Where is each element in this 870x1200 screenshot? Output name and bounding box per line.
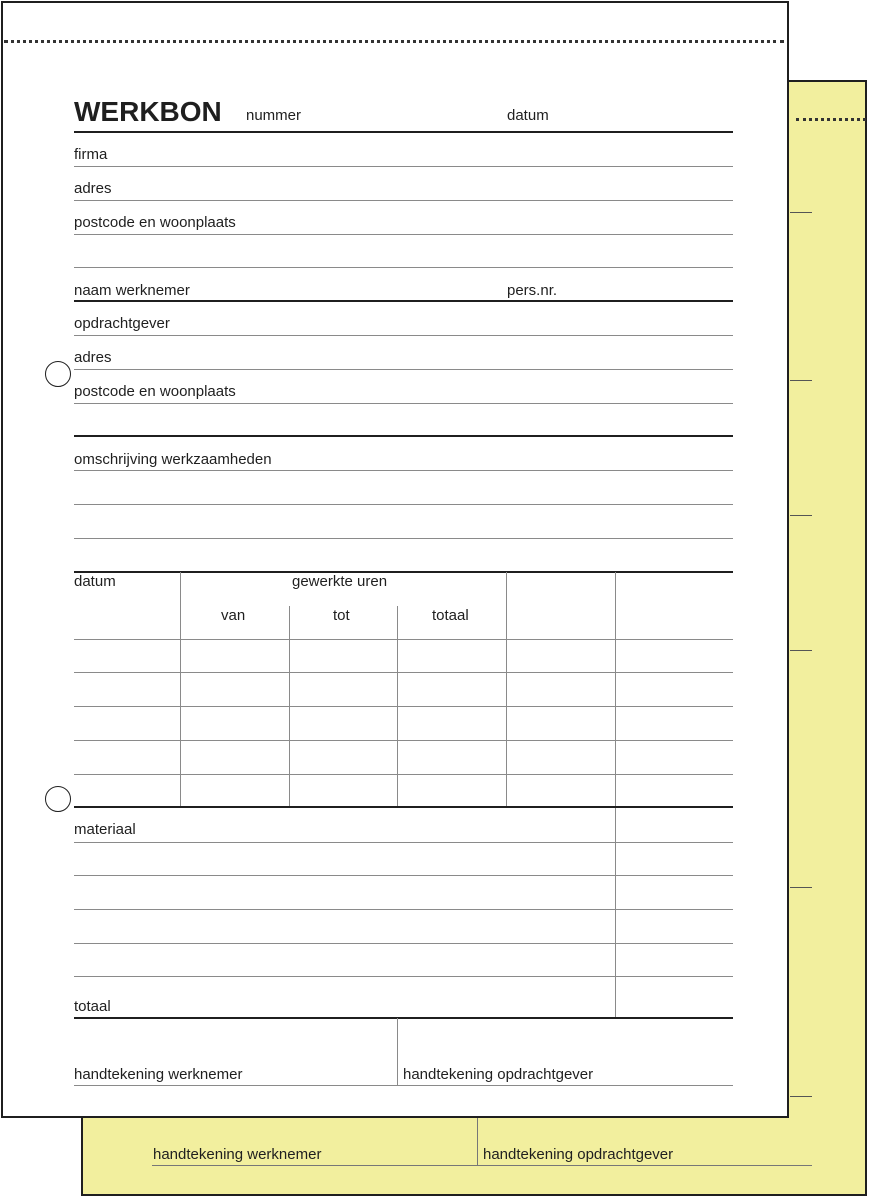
omschrijving-line — [74, 538, 733, 539]
materiaal-bottom-rule — [74, 1017, 733, 1019]
naam-werknemer-label: naam werknemer — [74, 282, 190, 299]
van-header: van — [221, 607, 246, 624]
client-adres-line — [74, 369, 733, 370]
omschrijving-label: omschrijving werkzaamheden — [74, 451, 272, 468]
table-column-divider — [506, 572, 507, 807]
yellow-margin-tick — [790, 380, 812, 381]
materiaal-line — [74, 943, 733, 944]
opdrachtgever-label: opdrachtgever — [74, 315, 170, 332]
nummer-label: nummer — [246, 107, 302, 124]
yellow-perforation — [796, 118, 866, 121]
yellow-signature-opdrachtgever-label: handtekening opdrachtgever — [483, 1146, 674, 1163]
client-postcode-label: postcode en woonplaats — [74, 383, 236, 400]
form-title: WERKBON — [74, 96, 222, 127]
materiaal-line — [74, 842, 733, 843]
gewerkte-uren-header: gewerkte uren — [292, 573, 388, 590]
yellow-signature-divider — [477, 1118, 478, 1166]
hours-datum-header: datum — [74, 573, 116, 590]
yellow-margin-tick — [790, 515, 812, 516]
header-rule — [74, 131, 733, 133]
omschrijving-line — [74, 504, 733, 505]
totaal-header: totaal — [432, 607, 469, 624]
materiaal-label: materiaal — [74, 821, 136, 838]
company-blank-line — [74, 267, 733, 268]
company-adres-line — [74, 200, 733, 201]
table-row-line — [74, 639, 733, 640]
yellow-margin-tick — [790, 650, 812, 651]
hours-table-top-rule — [74, 571, 733, 573]
table-row-line — [74, 672, 733, 673]
client-rule — [74, 435, 733, 437]
table-row-line — [74, 774, 733, 775]
signature-opdrachtgever-label: handtekening opdrachtgever — [403, 1066, 594, 1083]
yellow-signature-line — [152, 1165, 812, 1166]
signature-divider — [397, 1018, 398, 1085]
punch-hole — [45, 361, 71, 387]
opdrachtgever-line — [74, 335, 733, 336]
firma-label: firma — [74, 146, 108, 163]
punch-hole — [45, 786, 71, 812]
signature-werknemer-label: handtekening werknemer — [74, 1066, 243, 1083]
employee-rule — [74, 300, 733, 302]
yellow-margin-tick — [790, 1096, 812, 1097]
materiaal-totaal-label: totaal — [74, 998, 111, 1015]
table-row-line — [74, 740, 733, 741]
company-adres-label: adres — [74, 180, 112, 197]
yellow-signature-werknemer-label: handtekening werknemer — [153, 1146, 322, 1163]
datum-label: datum — [507, 107, 549, 124]
table-column-divider — [180, 572, 181, 807]
yellow-margin-tick — [790, 887, 812, 888]
tot-header: tot — [333, 607, 350, 624]
persnr-label: pers.nr. — [507, 282, 558, 299]
firma-line — [74, 166, 733, 167]
omschrijving-line — [74, 470, 733, 471]
client-adres-label: adres — [74, 349, 112, 366]
materiaal-line — [74, 909, 733, 910]
white-perforation — [4, 40, 784, 43]
company-postcode-line — [74, 234, 733, 235]
hours-table-bottom-rule — [74, 806, 733, 808]
company-postcode-label: postcode en woonplaats — [74, 214, 236, 231]
white-form-sheet — [1, 1, 789, 1118]
client-postcode-line — [74, 403, 733, 404]
table-row-line — [74, 706, 733, 707]
materiaal-line — [74, 976, 733, 977]
yellow-margin-tick — [790, 212, 812, 213]
signature-line — [74, 1085, 733, 1086]
materiaal-line — [74, 875, 733, 876]
